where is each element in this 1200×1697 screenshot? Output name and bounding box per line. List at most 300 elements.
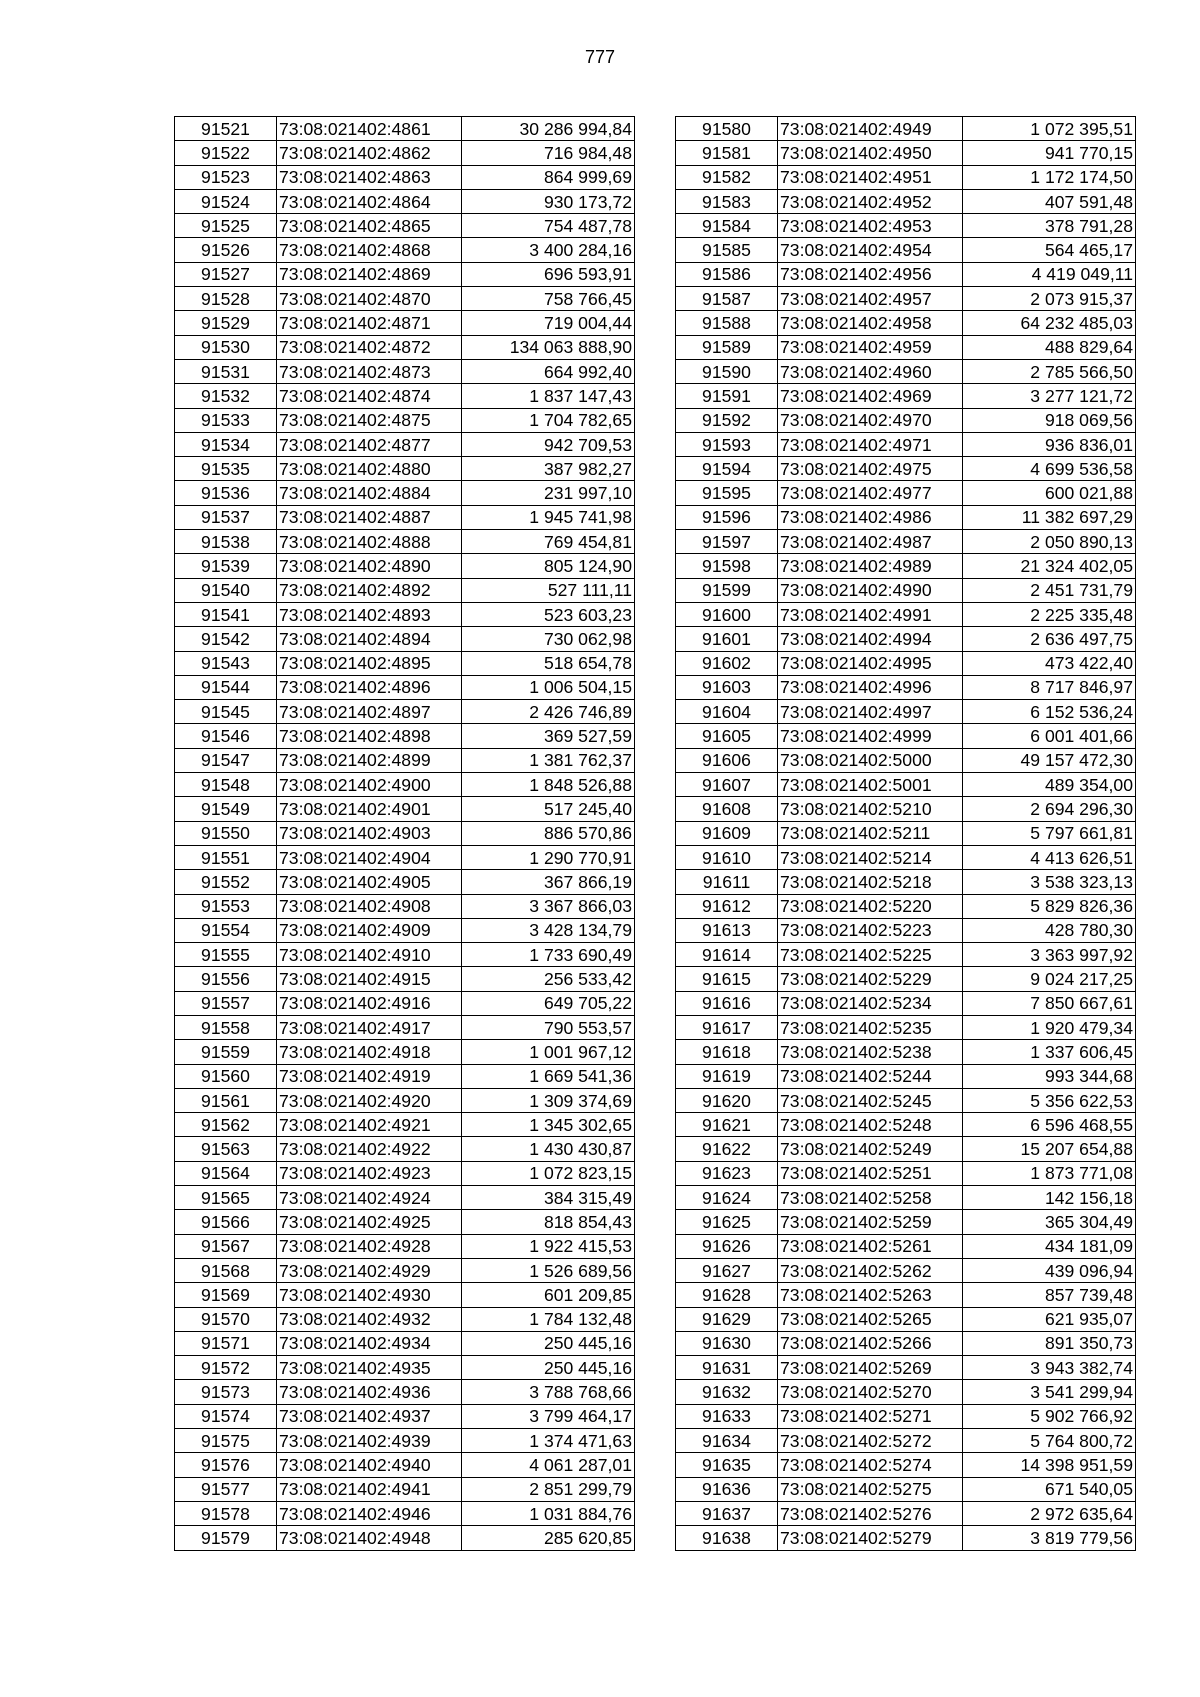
row-number-cell: 91587 (676, 287, 778, 311)
table-row (676, 578, 1136, 602)
cadastral-number-cell: 73:08:021402:5274 (778, 1453, 963, 1477)
cadastral-number-cell: 73:08:021402:4888 (277, 530, 462, 554)
value-cell: 2 972 635,64 (963, 1501, 1136, 1525)
cadastral-number-cell: 73:08:021402:4869 (277, 262, 462, 286)
value-cell: 434 181,09 (963, 1234, 1136, 1258)
row-number-cell: 91589 (676, 335, 778, 359)
row-number-cell: 91578 (175, 1501, 277, 1525)
value-cell: 64 232 485,03 (963, 311, 1136, 335)
table-row (676, 845, 1136, 869)
cadastral-number-cell: 73:08:021402:5272 (778, 1429, 963, 1453)
table-row (676, 700, 1136, 724)
table-row (175, 1453, 635, 1477)
value-cell: 758 766,45 (462, 287, 635, 311)
table-row (676, 1137, 1136, 1161)
cadastral-number-cell: 73:08:021402:5279 (778, 1526, 963, 1550)
value-cell: 384 315,49 (462, 1186, 635, 1210)
value-cell: 250 445,16 (462, 1331, 635, 1355)
row-number-cell: 91620 (676, 1088, 778, 1112)
row-number-cell: 91522 (175, 141, 277, 165)
row-number-cell: 91636 (676, 1477, 778, 1501)
value-cell: 7 850 667,61 (963, 991, 1136, 1015)
value-cell: 439 096,94 (963, 1258, 1136, 1282)
cadastral-number-cell: 73:08:021402:5262 (778, 1258, 963, 1282)
row-number-cell: 91588 (676, 311, 778, 335)
table-row (175, 457, 635, 481)
row-number-cell: 91540 (175, 578, 277, 602)
row-number-cell: 91528 (175, 287, 277, 311)
value-cell: 1 374 471,63 (462, 1429, 635, 1453)
cadastral-number-cell: 73:08:021402:4921 (277, 1113, 462, 1137)
value-cell: 2 225 335,48 (963, 602, 1136, 626)
row-number-cell: 91637 (676, 1501, 778, 1525)
cadastral-number-cell: 73:08:021402:5258 (778, 1186, 963, 1210)
cadastral-number-cell: 73:08:021402:4937 (277, 1404, 462, 1428)
cadastral-number-cell: 73:08:021402:4951 (778, 165, 963, 189)
table-row (676, 894, 1136, 918)
row-number-cell: 91568 (175, 1258, 277, 1282)
table-row (175, 117, 635, 141)
table-row (676, 481, 1136, 505)
table-row (175, 773, 635, 797)
value-cell: 805 124,90 (462, 554, 635, 578)
row-number-cell: 91574 (175, 1404, 277, 1428)
cadastral-number-cell: 73:08:021402:5259 (778, 1210, 963, 1234)
cadastral-number-cell: 73:08:021402:4958 (778, 311, 963, 335)
value-cell: 1 001 967,12 (462, 1040, 635, 1064)
cadastral-number-cell: 73:08:021402:4954 (778, 238, 963, 262)
row-number-cell: 91551 (175, 845, 277, 869)
table-row (676, 384, 1136, 408)
table-row (676, 870, 1136, 894)
cadastral-number-cell: 73:08:021402:4970 (778, 408, 963, 432)
cadastral-number-cell: 73:08:021402:4969 (778, 384, 963, 408)
value-cell: 3 363 997,92 (963, 943, 1136, 967)
row-number-cell: 91567 (175, 1234, 277, 1258)
cadastral-number-cell: 73:08:021402:4929 (277, 1258, 462, 1282)
value-cell: 473 422,40 (963, 651, 1136, 675)
registry-table-right (675, 116, 1136, 1551)
value-cell: 49 157 472,30 (963, 748, 1136, 772)
row-number-cell: 91533 (175, 408, 277, 432)
table-row (676, 457, 1136, 481)
table-row (175, 262, 635, 286)
value-cell: 1 733 690,49 (462, 943, 635, 967)
table-row (175, 1161, 635, 1185)
cadastral-number-cell: 73:08:021402:4920 (277, 1088, 462, 1112)
table-row (175, 675, 635, 699)
table-row (175, 651, 635, 675)
table-row (175, 1331, 635, 1355)
value-cell: 428 780,30 (963, 918, 1136, 942)
row-number-cell: 91531 (175, 359, 277, 383)
row-number-cell: 91582 (676, 165, 778, 189)
cadastral-number-cell: 73:08:021402:4871 (277, 311, 462, 335)
cadastral-number-cell: 73:08:021402:4990 (778, 578, 963, 602)
cadastral-number-cell: 73:08:021402:4909 (277, 918, 462, 942)
value-cell: 285 620,85 (462, 1526, 635, 1550)
value-cell: 1 337 606,45 (963, 1040, 1136, 1064)
row-number-cell: 91583 (676, 189, 778, 213)
row-number-cell: 91570 (175, 1307, 277, 1331)
cadastral-number-cell: 73:08:021402:4862 (277, 141, 462, 165)
cadastral-number-cell: 73:08:021402:4977 (778, 481, 963, 505)
value-cell: 250 445,16 (462, 1356, 635, 1380)
cadastral-number-cell: 73:08:021402:4959 (778, 335, 963, 359)
row-number-cell: 91591 (676, 384, 778, 408)
value-cell: 696 593,91 (462, 262, 635, 286)
value-cell: 9 024 217,25 (963, 967, 1136, 991)
value-cell: 716 984,48 (462, 141, 635, 165)
row-number-cell: 91532 (175, 384, 277, 408)
table-row (676, 1380, 1136, 1404)
value-cell: 621 935,07 (963, 1307, 1136, 1331)
value-cell: 886 570,86 (462, 821, 635, 845)
row-number-cell: 91557 (175, 991, 277, 1015)
cadastral-number-cell: 73:08:021402:4874 (277, 384, 462, 408)
cadastral-number-cell: 73:08:021402:5235 (778, 1015, 963, 1039)
table-row (676, 335, 1136, 359)
row-number-cell: 91631 (676, 1356, 778, 1380)
row-number-cell: 91604 (676, 700, 778, 724)
cadastral-number-cell: 73:08:021402:4953 (778, 214, 963, 238)
cadastral-number-cell: 73:08:021402:5245 (778, 1088, 963, 1112)
cadastral-number-cell: 73:08:021402:5214 (778, 845, 963, 869)
row-number-cell: 91549 (175, 797, 277, 821)
table-row (175, 554, 635, 578)
table-row (175, 1283, 635, 1307)
cadastral-number-cell: 73:08:021402:4971 (778, 432, 963, 456)
value-cell: 2 050 890,13 (963, 530, 1136, 554)
table-row (676, 1501, 1136, 1525)
table-row (175, 1234, 635, 1258)
table-row (676, 1404, 1136, 1428)
value-cell: 1 922 415,53 (462, 1234, 635, 1258)
row-number-cell: 91632 (676, 1380, 778, 1404)
cadastral-number-cell: 73:08:021402:4919 (277, 1064, 462, 1088)
value-cell: 1 309 374,69 (462, 1088, 635, 1112)
row-number-cell: 91524 (175, 189, 277, 213)
value-cell: 1 784 132,48 (462, 1307, 635, 1331)
value-cell: 790 553,57 (462, 1015, 635, 1039)
value-cell: 2 636 497,75 (963, 627, 1136, 651)
row-number-cell: 91523 (175, 165, 277, 189)
table-row (175, 287, 635, 311)
table-row (676, 505, 1136, 529)
cadastral-number-cell: 73:08:021402:4948 (277, 1526, 462, 1550)
value-cell: 1 848 526,88 (462, 773, 635, 797)
cadastral-number-cell: 73:08:021402:4987 (778, 530, 963, 554)
cadastral-number-cell: 73:08:021402:4997 (778, 700, 963, 724)
row-number-cell: 91581 (676, 141, 778, 165)
row-number-cell: 91621 (676, 1113, 778, 1137)
table-row (175, 1501, 635, 1525)
table-row (175, 384, 635, 408)
value-cell: 4 413 626,51 (963, 845, 1136, 869)
value-cell: 3 400 284,16 (462, 238, 635, 262)
cadastral-number-cell: 73:08:021402:5249 (778, 1137, 963, 1161)
value-cell: 769 454,81 (462, 530, 635, 554)
cadastral-number-cell: 73:08:021402:4917 (277, 1015, 462, 1039)
cadastral-number-cell: 73:08:021402:4946 (277, 1501, 462, 1525)
cadastral-number-cell: 73:08:021402:5223 (778, 918, 963, 942)
table-row (676, 627, 1136, 651)
row-number-cell: 91537 (175, 505, 277, 529)
row-number-cell: 91624 (676, 1186, 778, 1210)
row-number-cell: 91598 (676, 554, 778, 578)
cadastral-number-cell: 73:08:021402:4956 (778, 262, 963, 286)
value-cell: 6 001 401,66 (963, 724, 1136, 748)
table-row (676, 359, 1136, 383)
value-cell: 3 788 768,66 (462, 1380, 635, 1404)
cadastral-number-cell: 73:08:021402:4928 (277, 1234, 462, 1258)
table-row (175, 578, 635, 602)
cadastral-number-cell: 73:08:021402:5263 (778, 1283, 963, 1307)
cadastral-number-cell: 73:08:021402:4935 (277, 1356, 462, 1380)
row-number-cell: 91535 (175, 457, 277, 481)
cadastral-number-cell: 73:08:021402:4893 (277, 602, 462, 626)
table-row (175, 1404, 635, 1428)
table-row (175, 359, 635, 383)
row-number-cell: 91635 (676, 1453, 778, 1477)
cadastral-number-cell: 73:08:021402:4870 (277, 287, 462, 311)
value-cell: 1 873 771,08 (963, 1161, 1136, 1185)
row-number-cell: 91623 (676, 1161, 778, 1185)
cadastral-number-cell: 73:08:021402:5001 (778, 773, 963, 797)
row-number-cell: 91600 (676, 602, 778, 626)
value-cell: 2 694 296,30 (963, 797, 1136, 821)
row-number-cell: 91630 (676, 1331, 778, 1355)
cadastral-number-cell: 73:08:021402:4873 (277, 359, 462, 383)
row-number-cell: 91576 (175, 1453, 277, 1477)
row-number-cell: 91547 (175, 748, 277, 772)
table-row (175, 700, 635, 724)
value-cell: 1 006 504,15 (462, 675, 635, 699)
value-cell: 1 031 884,76 (462, 1501, 635, 1525)
table-row (175, 918, 635, 942)
cadastral-number-cell: 73:08:021402:5225 (778, 943, 963, 967)
row-number-cell: 91543 (175, 651, 277, 675)
table-row (175, 1113, 635, 1137)
row-number-cell: 91527 (175, 262, 277, 286)
row-number-cell: 91575 (175, 1429, 277, 1453)
value-cell: 365 304,49 (963, 1210, 1136, 1234)
table-row (676, 773, 1136, 797)
table-row (175, 214, 635, 238)
cadastral-number-cell: 73:08:021402:4975 (778, 457, 963, 481)
cadastral-number-cell: 73:08:021402:4863 (277, 165, 462, 189)
table-row (175, 1307, 635, 1331)
table-row (175, 335, 635, 359)
cadastral-number-cell: 73:08:021402:4930 (277, 1283, 462, 1307)
row-number-cell: 91612 (676, 894, 778, 918)
table-row (175, 1210, 635, 1234)
cadastral-number-cell: 73:08:021402:5271 (778, 1404, 963, 1428)
table-row (175, 627, 635, 651)
table-row (175, 967, 635, 991)
cadastral-number-cell: 73:08:021402:4940 (277, 1453, 462, 1477)
value-cell: 1 920 479,34 (963, 1015, 1136, 1039)
row-number-cell: 91548 (175, 773, 277, 797)
table-row (676, 554, 1136, 578)
row-number-cell: 91618 (676, 1040, 778, 1064)
cadastral-number-cell: 73:08:021402:4936 (277, 1380, 462, 1404)
row-number-cell: 91625 (676, 1210, 778, 1234)
row-number-cell: 91603 (676, 675, 778, 699)
cadastral-number-cell: 73:08:021402:4949 (778, 117, 963, 141)
value-cell: 564 465,17 (963, 238, 1136, 262)
cadastral-number-cell: 73:08:021402:4916 (277, 991, 462, 1015)
table-row (175, 481, 635, 505)
table-row (676, 748, 1136, 772)
row-number-cell: 91584 (676, 214, 778, 238)
value-cell: 1 381 762,37 (462, 748, 635, 772)
cadastral-number-cell: 73:08:021402:5248 (778, 1113, 963, 1137)
value-cell: 489 354,00 (963, 773, 1136, 797)
cadastral-number-cell: 73:08:021402:4939 (277, 1429, 462, 1453)
row-number-cell: 91609 (676, 821, 778, 845)
value-cell: 4 061 287,01 (462, 1453, 635, 1477)
row-number-cell: 91607 (676, 773, 778, 797)
row-number-cell: 91585 (676, 238, 778, 262)
row-number-cell: 91558 (175, 1015, 277, 1039)
table-row (676, 165, 1136, 189)
row-number-cell: 91538 (175, 530, 277, 554)
value-cell: 367 866,19 (462, 870, 635, 894)
value-cell: 649 705,22 (462, 991, 635, 1015)
table-row (676, 918, 1136, 942)
cadastral-number-cell: 73:08:021402:5270 (778, 1380, 963, 1404)
cadastral-number-cell: 73:08:021402:5251 (778, 1161, 963, 1185)
row-number-cell: 91544 (175, 675, 277, 699)
row-number-cell: 91565 (175, 1186, 277, 1210)
cadastral-number-cell: 73:08:021402:5261 (778, 1234, 963, 1258)
row-number-cell: 91608 (676, 797, 778, 821)
value-cell: 3 819 779,56 (963, 1526, 1136, 1550)
value-cell: 1 072 823,15 (462, 1161, 635, 1185)
value-cell: 369 527,59 (462, 724, 635, 748)
cadastral-number-cell: 73:08:021402:5234 (778, 991, 963, 1015)
page-number: 777 (584, 47, 616, 67)
value-cell: 1 345 302,65 (462, 1113, 635, 1137)
value-cell: 6 152 536,24 (963, 700, 1136, 724)
value-cell: 517 245,40 (462, 797, 635, 821)
table-row (676, 408, 1136, 432)
row-number-cell: 91590 (676, 359, 778, 383)
table-row (175, 311, 635, 335)
value-cell: 918 069,56 (963, 408, 1136, 432)
cadastral-number-cell: 73:08:021402:4884 (277, 481, 462, 505)
value-cell: 2 426 746,89 (462, 700, 635, 724)
cadastral-number-cell: 73:08:021402:4995 (778, 651, 963, 675)
cadastral-number-cell: 73:08:021402:4894 (277, 627, 462, 651)
value-cell: 21 324 402,05 (963, 554, 1136, 578)
table-row (676, 1064, 1136, 1088)
row-number-cell: 91541 (175, 602, 277, 626)
value-cell: 256 533,42 (462, 967, 635, 991)
row-number-cell: 91555 (175, 943, 277, 967)
cadastral-number-cell: 73:08:021402:4941 (277, 1477, 462, 1501)
value-cell: 3 541 299,94 (963, 1380, 1136, 1404)
table-row (175, 408, 635, 432)
value-cell: 8 717 846,97 (963, 675, 1136, 699)
value-cell: 2 073 915,37 (963, 287, 1136, 311)
row-number-cell: 91633 (676, 1404, 778, 1428)
table-row (676, 1015, 1136, 1039)
value-cell: 2 451 731,79 (963, 578, 1136, 602)
value-cell: 6 596 468,55 (963, 1113, 1136, 1137)
row-number-cell: 91617 (676, 1015, 778, 1039)
value-cell: 1 290 770,91 (462, 845, 635, 869)
value-cell: 3 367 866,03 (462, 894, 635, 918)
value-cell: 142 156,18 (963, 1186, 1136, 1210)
table-row (676, 967, 1136, 991)
table-row (175, 991, 635, 1015)
table-row (175, 894, 635, 918)
cadastral-number-cell: 73:08:021402:4905 (277, 870, 462, 894)
value-cell: 1 526 689,56 (462, 1258, 635, 1282)
cadastral-number-cell: 73:08:021402:4868 (277, 238, 462, 262)
value-cell: 601 209,85 (462, 1283, 635, 1307)
table-row (175, 1040, 635, 1064)
table-row (175, 141, 635, 165)
value-cell: 30 286 994,84 (462, 117, 635, 141)
cadastral-number-cell: 73:08:021402:4896 (277, 675, 462, 699)
cadastral-number-cell: 73:08:021402:4898 (277, 724, 462, 748)
row-number-cell: 91525 (175, 214, 277, 238)
row-number-cell: 91572 (175, 1356, 277, 1380)
row-number-cell: 91615 (676, 967, 778, 991)
cadastral-number-cell: 73:08:021402:5229 (778, 967, 963, 991)
table-row (676, 1088, 1136, 1112)
table-row (175, 1064, 635, 1088)
value-cell: 1 704 782,65 (462, 408, 635, 432)
value-cell: 600 021,88 (963, 481, 1136, 505)
table-row (676, 1477, 1136, 1501)
value-cell: 2 851 299,79 (462, 1477, 635, 1501)
value-cell: 730 062,98 (462, 627, 635, 651)
table-row (175, 602, 635, 626)
cadastral-number-cell: 73:08:021402:4989 (778, 554, 963, 578)
value-cell: 134 063 888,90 (462, 335, 635, 359)
row-number-cell: 91596 (676, 505, 778, 529)
row-number-cell: 91552 (175, 870, 277, 894)
row-number-cell: 91610 (676, 845, 778, 869)
table-row (676, 797, 1136, 821)
cadastral-number-cell: 73:08:021402:4999 (778, 724, 963, 748)
cadastral-number-cell: 73:08:021402:4996 (778, 675, 963, 699)
cadastral-number-cell: 73:08:021402:4924 (277, 1186, 462, 1210)
value-cell: 754 487,78 (462, 214, 635, 238)
value-cell: 818 854,43 (462, 1210, 635, 1234)
row-number-cell: 91546 (175, 724, 277, 748)
row-number-cell: 91534 (175, 432, 277, 456)
table-row (175, 870, 635, 894)
cadastral-number-cell: 73:08:021402:4864 (277, 189, 462, 213)
value-cell: 1 172 174,50 (963, 165, 1136, 189)
row-number-cell: 91559 (175, 1040, 277, 1064)
value-cell: 671 540,05 (963, 1477, 1136, 1501)
row-number-cell: 91592 (676, 408, 778, 432)
value-cell: 3 943 382,74 (963, 1356, 1136, 1380)
value-cell: 518 654,78 (462, 651, 635, 675)
value-cell: 15 207 654,88 (963, 1137, 1136, 1161)
cadastral-number-cell: 73:08:021402:5266 (778, 1331, 963, 1355)
cadastral-number-cell: 73:08:021402:4901 (277, 797, 462, 821)
value-cell: 488 829,64 (963, 335, 1136, 359)
table-row (676, 943, 1136, 967)
value-cell: 5 829 826,36 (963, 894, 1136, 918)
